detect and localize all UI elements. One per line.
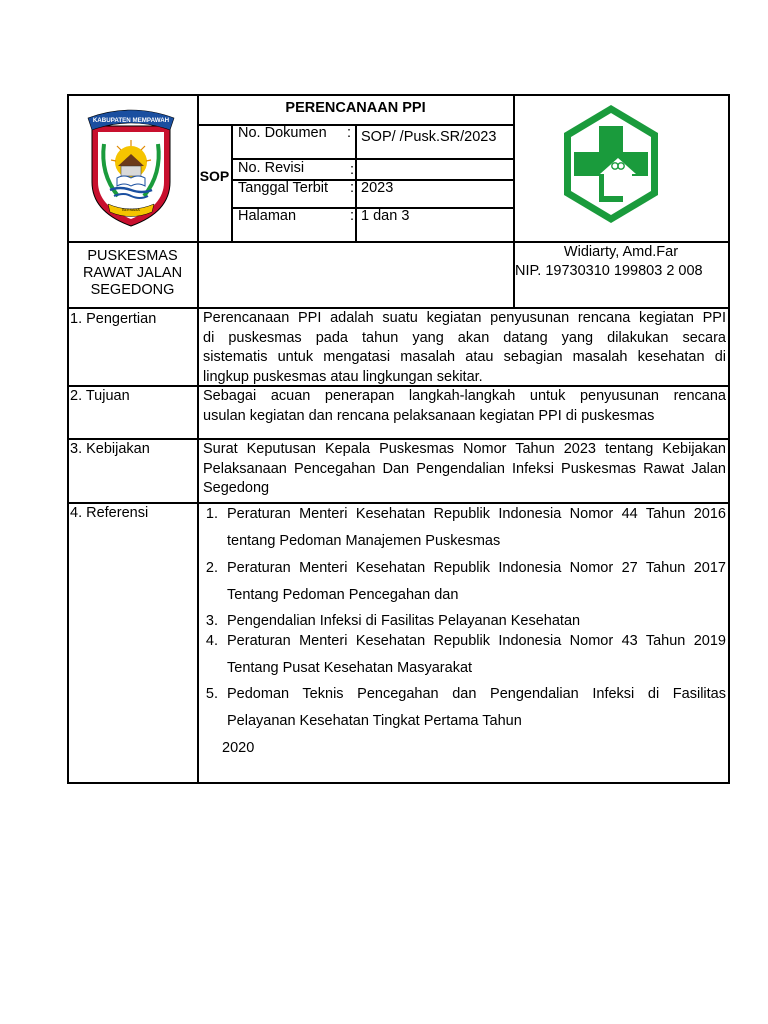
signatory-name: Widiarty, Amd.Far: [563, 244, 679, 260]
doc-number-label: No. Dokumen: [238, 125, 327, 141]
kebijakan-text: [203, 440, 726, 499]
kebijakan-bottom-line: [67, 502, 730, 504]
doc-number-value: SOP/ /Pusk.SR/2023: [361, 129, 497, 145]
puskesmas-logo-icon: [560, 102, 662, 226]
ref-item-text: Peraturan Menteri Kesehatan Republik Indonesia Nomor 44 Tahun 2016: [227, 506, 726, 522]
table-border-top: [67, 94, 730, 96]
revision-sep: :: [350, 162, 355, 178]
ref-item-text: Pengendalian Infeksi di Fasilitas Pelayanan Kesehatan: [227, 613, 581, 629]
ref-item-text: Pelayanan Kesehatan Tingkat Pertama Tahun: [227, 713, 522, 729]
ref-item-text: Tentang Pusat Kesehatan Masyarakat: [227, 660, 473, 676]
kebijakan-line: Surat Keputusan Kepala Puskesmas Nomor Tahun 2023 tentang Kebijakan: [203, 441, 726, 457]
kebijakan-line: Segedong: [203, 480, 270, 496]
ref-number: 2.: [205, 560, 218, 576]
tujuan-line: Sebagai acuan penerapan langkah-langkah untuk penyusunan rencana: [203, 388, 726, 404]
kabupaten-mempawah-seal-icon: [84, 104, 178, 230]
sop-divider: [231, 124, 233, 242]
pengertian-text: [203, 309, 726, 387]
ref-number: 4.: [205, 633, 218, 649]
header-bottom-line: [67, 241, 730, 243]
section-label-tujuan: 2. Tujuan: [70, 388, 130, 404]
page-value: 1 dan 3: [361, 208, 410, 224]
institution-line-3: SEGEDONG: [90, 282, 175, 298]
ref-item-text: 2020: [222, 740, 255, 756]
ref-item-text: Peraturan Menteri Kesehatan Republik Indonesia Nomor 43 Tahun 2019: [227, 633, 726, 649]
seal-motto-text: BERSAMA: [122, 208, 140, 212]
section-label-pengertian: 1. Pengertian: [70, 311, 157, 327]
institution-line-1: PUSKESMAS: [87, 248, 178, 264]
table-border-bottom: [67, 782, 730, 784]
section-label-kebijakan: 3. Kebijakan: [70, 441, 150, 457]
doc-number-sep: :: [347, 125, 352, 141]
issue-date-sep: :: [350, 180, 355, 196]
ref-item-text: Tentang Pedoman Pencegahan dan: [227, 587, 459, 603]
ref-number: 3.: [205, 613, 218, 629]
ref-item-text: Pedoman Teknis Pencegahan dan Pengendalian Infeksi di Fasilitas: [227, 686, 726, 702]
tujuan-line: usulan kegiatan dan rencana pelaksanaan kegiatan PPI di puskesmas: [203, 407, 655, 424]
doc-value-divider: [355, 124, 357, 242]
pengertian-line: di puskesmas pada tahun yang akan datang yang dilakukan secara: [203, 329, 726, 346]
page-sep: :: [350, 208, 355, 224]
sop-label: SOP: [199, 168, 230, 184]
seal-banner-text: KABUPATEN MEMPAWAH: [92, 117, 170, 124]
issue-date-value: 2023: [361, 180, 394, 196]
page-label: Halaman: [238, 208, 297, 224]
institution-line-2: RAWAT JALAN: [82, 265, 183, 281]
ref-number: 5.: [205, 686, 218, 702]
document-title: PERENCANAAN PPI: [285, 100, 426, 116]
pengertian-line: Perencanaan PPI adalah suatu kegiatan penyusunan rencana kegiatan PPI: [203, 310, 726, 326]
ref-number: 1.: [205, 506, 218, 522]
ref-item-text: tentang Pedoman Manajemen Puskesmas: [227, 533, 501, 549]
tujuan-text: [203, 387, 726, 426]
signatory-nip: NIP. 19730310 199803 2 008: [515, 263, 703, 279]
revision-label: No. Revisi: [238, 160, 305, 176]
ref-item-text: Peraturan Menteri Kesehatan Republik Indonesia Nomor 27 Tahun 2017: [227, 560, 726, 576]
pengertian-line: sistematis untuk mengatasi masalah atau sebagian masalah kesehatan di: [203, 349, 726, 365]
issue-date-label: Tanggal Terbit: [238, 180, 329, 196]
kebijakan-line: Pelaksanaan Pencegahan Dan Pengendalian Infeksi Puskesmas Rawat Jalan: [203, 460, 726, 477]
pengertian-line: lingkup puskesmas atau lingkungan sekitar.: [203, 368, 483, 385]
section-label-referensi: 4. Referensi: [70, 505, 149, 521]
